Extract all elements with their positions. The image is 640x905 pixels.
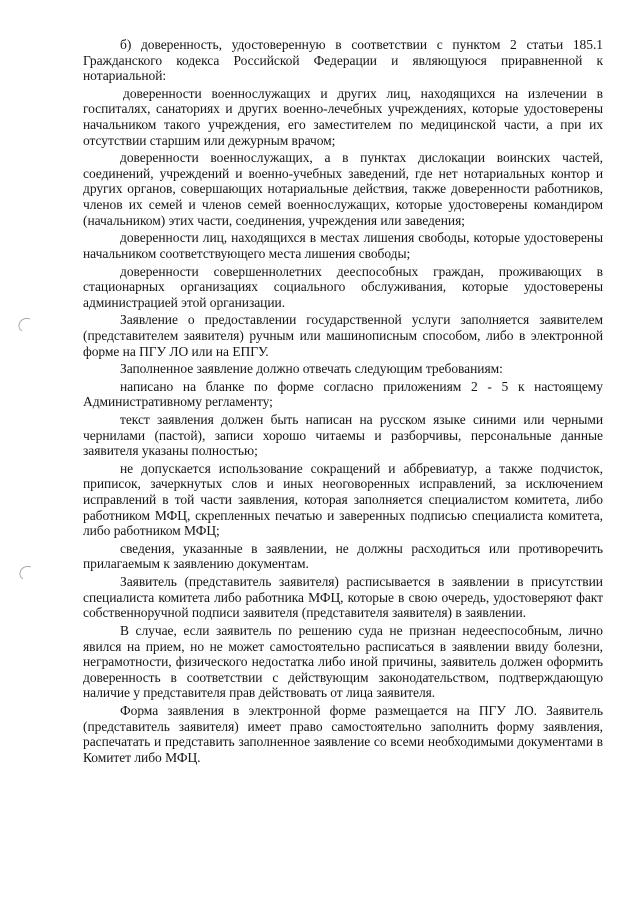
paragraph: текст заявления должен быть написан на русском языке синими или черными чернилами (пастой), записи хорошо читаемы и разборчивы, персональные данные заявителя указаны полностью; xyxy=(83,412,603,459)
paragraph: не допускается использование сокращений и аббревиатур, а также подчисток, приписок, зачеркнутых слов и иных неоговоренных исправлений, за исключением исправлений в той части заявления, которая заполняется специалистом комитета, либо работником МФЦ, скрепленных печатью и заверенных подписью специалиста комитета, либо работником МФЦ; xyxy=(83,460,603,539)
paragraph: Заявление о предоставлении государственной услуги заполняется заявителем (представителем заявителя) ручным или машинописным способом, либо в электронной форме на ПГУ ЛО или на ЕПГУ. xyxy=(83,312,603,359)
binder-hole-mark xyxy=(16,316,35,334)
paragraph: б) доверенность, удостоверенную в соответствии с пунктом 2 статьи 185.1 Гражданского кодекса Российской Федерации и являющуюся приравненной к нотариальной: xyxy=(83,37,603,84)
paragraph: В случае, если заявитель по решению суда не признан недееспособным, лично явился на прием, но не может самостоятельно расписаться в заявлении ввиду болезни, неграмотности, физического недостатка либо иной причины, заявитель должен оформить доверенность в соответствии с действующим законодательством, подтверждающую наличие у представителя прав действовать от лица заявителя. xyxy=(83,622,603,701)
paragraph: доверенности военнослужащих, а в пунктах дислокации воинских частей, соединений, учреждений и военно-учебных заведений, где нет нотариальных контор и других органов, совершающих нотариальные действия, также доверенности работников, членов их семей и членов семей военнослужащих, которые удостоверены командиром (начальником) этих части, соединения, учреждения или заведения; xyxy=(83,150,603,228)
paragraph: доверенности лиц, находящихся в местах лишения свободы, которые удостоверены начальником соответствующего места лишения свободы; xyxy=(83,230,603,261)
paragraph: написано на бланке по форме согласно приложениям 2 - 5 к настоящему Административному регламенту; xyxy=(83,378,603,410)
paragraph: доверенности совершеннолетних дееспособных граждан, проживающих в стационарных организациях социального обслуживания, которые удостоверены администрацией этой организации. xyxy=(83,263,603,310)
paragraph: доверенности военнослужащих и других лиц, находящихся на излечении в госпиталях, санаториях и других военно-лечебных учреждениях, которые удостоверены начальником такого учреждения, его заместителем по медицинской части, а при их отсутствии старшим или дежурным врачом; xyxy=(83,85,603,148)
paragraph: сведения, указанные в заявлении, не должны расходиться или противоречить прилагаемым к заявлению документам. xyxy=(83,540,603,572)
binder-hole-mark xyxy=(17,564,36,582)
document-body xyxy=(83,37,603,767)
paragraph: Форма заявления в электронной форме размещается на ПГУ ЛО. Заявитель (представитель заявителя) имеет право самостоятельно заполнить форму заявления, распечатать и представить заполненное заявление со всеми необходимыми документами в Комитет либо МФЦ. xyxy=(83,702,603,765)
paragraph: Заполненное заявление должно отвечать следующим требованиям: xyxy=(120,361,503,377)
paragraph: Заявитель (представитель заявителя) расписывается в заявлении в присутствии специалиста комитета либо работника МФЦ, которые в свою очередь, удостоверяют факт собственноручной подписи заявителя (представителя заявителя) в заявлении. xyxy=(83,574,603,621)
